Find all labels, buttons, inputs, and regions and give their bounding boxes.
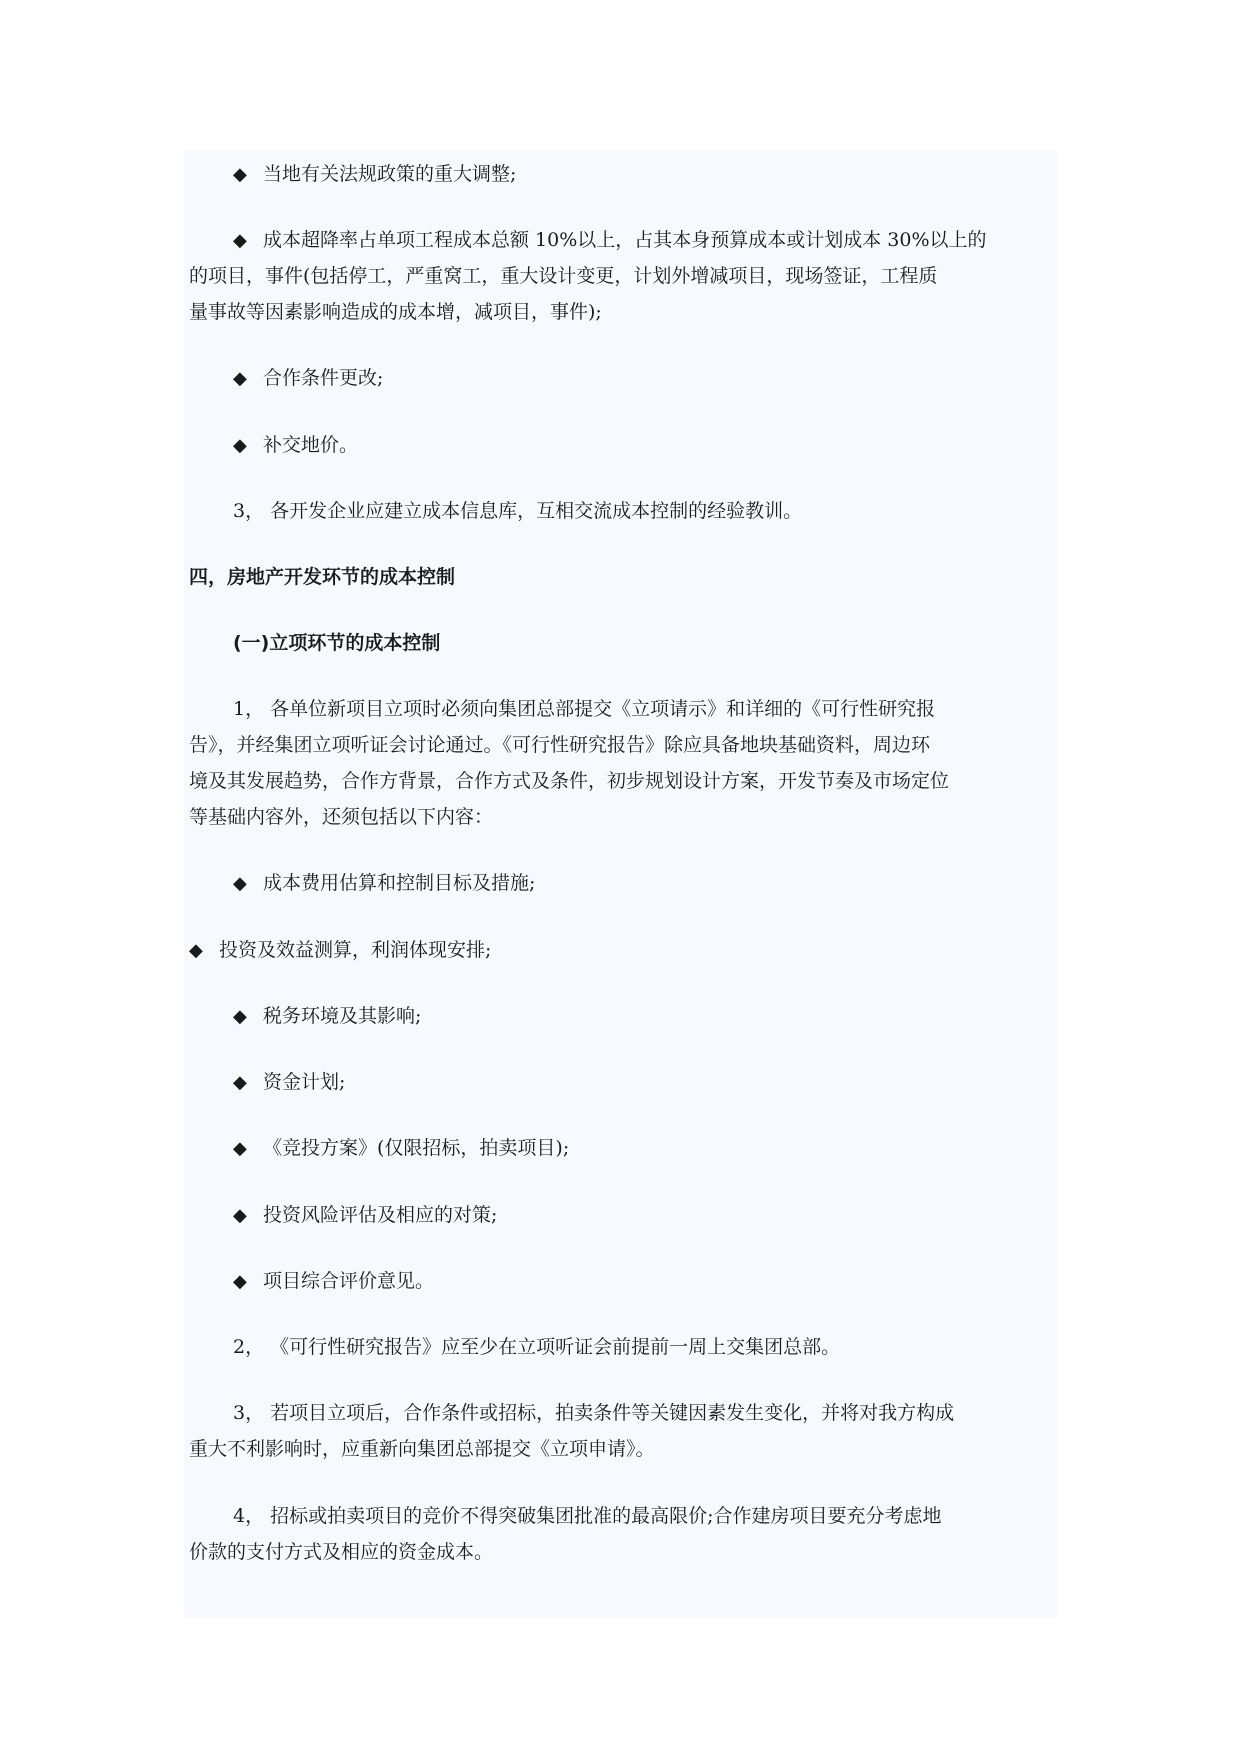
bullet-item xyxy=(233,229,987,252)
line-text: 等基础内容外，还须包括以下内容： xyxy=(189,806,494,828)
text-line xyxy=(233,1402,954,1424)
bullet-item xyxy=(189,939,491,962)
line-text: 4， 招标或拍卖项目的竞价不得突破集团批准的最高限价;合作建房项目要充分考虑地 xyxy=(233,1505,942,1527)
line-text: (一)立项环节的成本控制 xyxy=(233,632,441,654)
bullet-diamond-icon: ◆ xyxy=(233,164,247,185)
line-text: 投资风险评估及相应的对策; xyxy=(263,1204,498,1226)
bullet-item xyxy=(233,367,383,390)
bullet-diamond-icon: ◆ xyxy=(233,1138,247,1159)
bullet-item xyxy=(233,163,516,186)
line-text: 投资及效益测算，利润体现安排; xyxy=(219,939,492,961)
bullet-item xyxy=(233,1071,345,1094)
bullet-item xyxy=(233,434,358,457)
section-heading xyxy=(233,632,440,654)
bullet-item xyxy=(233,1005,421,1028)
section-heading xyxy=(189,566,455,588)
line-text: 告》，并经集团立项听证会讨论通过。《可行性研究报告》除应具备地块基础资料，周边环 xyxy=(189,734,931,756)
text-line xyxy=(233,1336,840,1358)
bullet-diamond-icon: ◆ xyxy=(233,1205,247,1226)
text-line xyxy=(189,1438,655,1460)
bullet-diamond-icon: ◆ xyxy=(233,435,247,456)
line-text: 价款的支付方式及相应的资金成本。 xyxy=(189,1541,494,1563)
text-line xyxy=(189,265,937,287)
line-text: 税务环境及其影响; xyxy=(263,1005,422,1027)
text-line xyxy=(233,500,802,522)
text-line xyxy=(233,698,935,720)
line-text: 量事故等因素影响造成的成本增，减项目，事件); xyxy=(189,301,602,323)
text-line xyxy=(189,301,602,323)
line-text: 1， 各单位新项目立项时必须向集团总部提交《立项请示》和详细的《可行性研究报 xyxy=(233,698,936,720)
bullet-diamond-icon: ◆ xyxy=(233,1271,247,1292)
line-text: 补交地价。 xyxy=(263,434,359,456)
line-text: 境及其发展趋势，合作方背景，合作方式及条件，初步规划设计方案，开发节奏及市场定位 xyxy=(189,770,950,792)
text-line xyxy=(189,770,949,792)
text-line xyxy=(189,734,930,756)
bullet-item xyxy=(233,1137,569,1160)
line-text: 项目综合评价意见。 xyxy=(263,1270,435,1292)
text-line xyxy=(189,1541,493,1563)
bullet-item xyxy=(233,872,535,895)
bullet-diamond-icon: ◆ xyxy=(233,368,247,389)
bullet-diamond-icon: ◆ xyxy=(233,230,247,251)
text-line xyxy=(233,1505,942,1527)
line-text: 四，房地产开发环节的成本控制 xyxy=(189,566,456,588)
line-text: 《竞投方案》(仅限招标，拍卖项目); xyxy=(263,1137,570,1159)
bullet-item xyxy=(233,1270,434,1293)
line-text: 的项目，事件(包括停工，严重窝工，重大设计变更，计划外增减项目，现场签证，工程质 xyxy=(189,265,938,287)
line-text: 合作条件更改; xyxy=(263,367,384,389)
line-text: 3， 各开发企业应建立成本信息库，互相交流成本控制的经验教训。 xyxy=(233,500,803,522)
line-text: 资金计划; xyxy=(263,1071,346,1093)
line-text: 成本超降率占单项工程成本总额 10%以上，占其本身预算成本或计划成本 30%以上的 xyxy=(263,229,987,251)
line-text: 成本费用估算和控制目标及措施; xyxy=(263,872,536,894)
line-text: 重大不利影响时，应重新向集团总部提交《立项申请》。 xyxy=(189,1438,655,1460)
line-text: 2， 《可行性研究报告》应至少在立项听证会前提前一周上交集团总部。 xyxy=(233,1336,841,1358)
line-text: 当地有关法规政策的重大调整; xyxy=(263,163,517,185)
bullet-diamond-icon: ◆ xyxy=(189,940,203,961)
bullet-diamond-icon: ◆ xyxy=(233,1072,247,1093)
line-text: 3， 若项目立项后，合作条件或招标，拍卖条件等关键因素发生变化，并将对我方构成 xyxy=(233,1402,955,1424)
bullet-diamond-icon: ◆ xyxy=(233,873,247,894)
text-line xyxy=(189,806,493,828)
bullet-item xyxy=(233,1204,497,1227)
bullet-diamond-icon: ◆ xyxy=(233,1006,247,1027)
